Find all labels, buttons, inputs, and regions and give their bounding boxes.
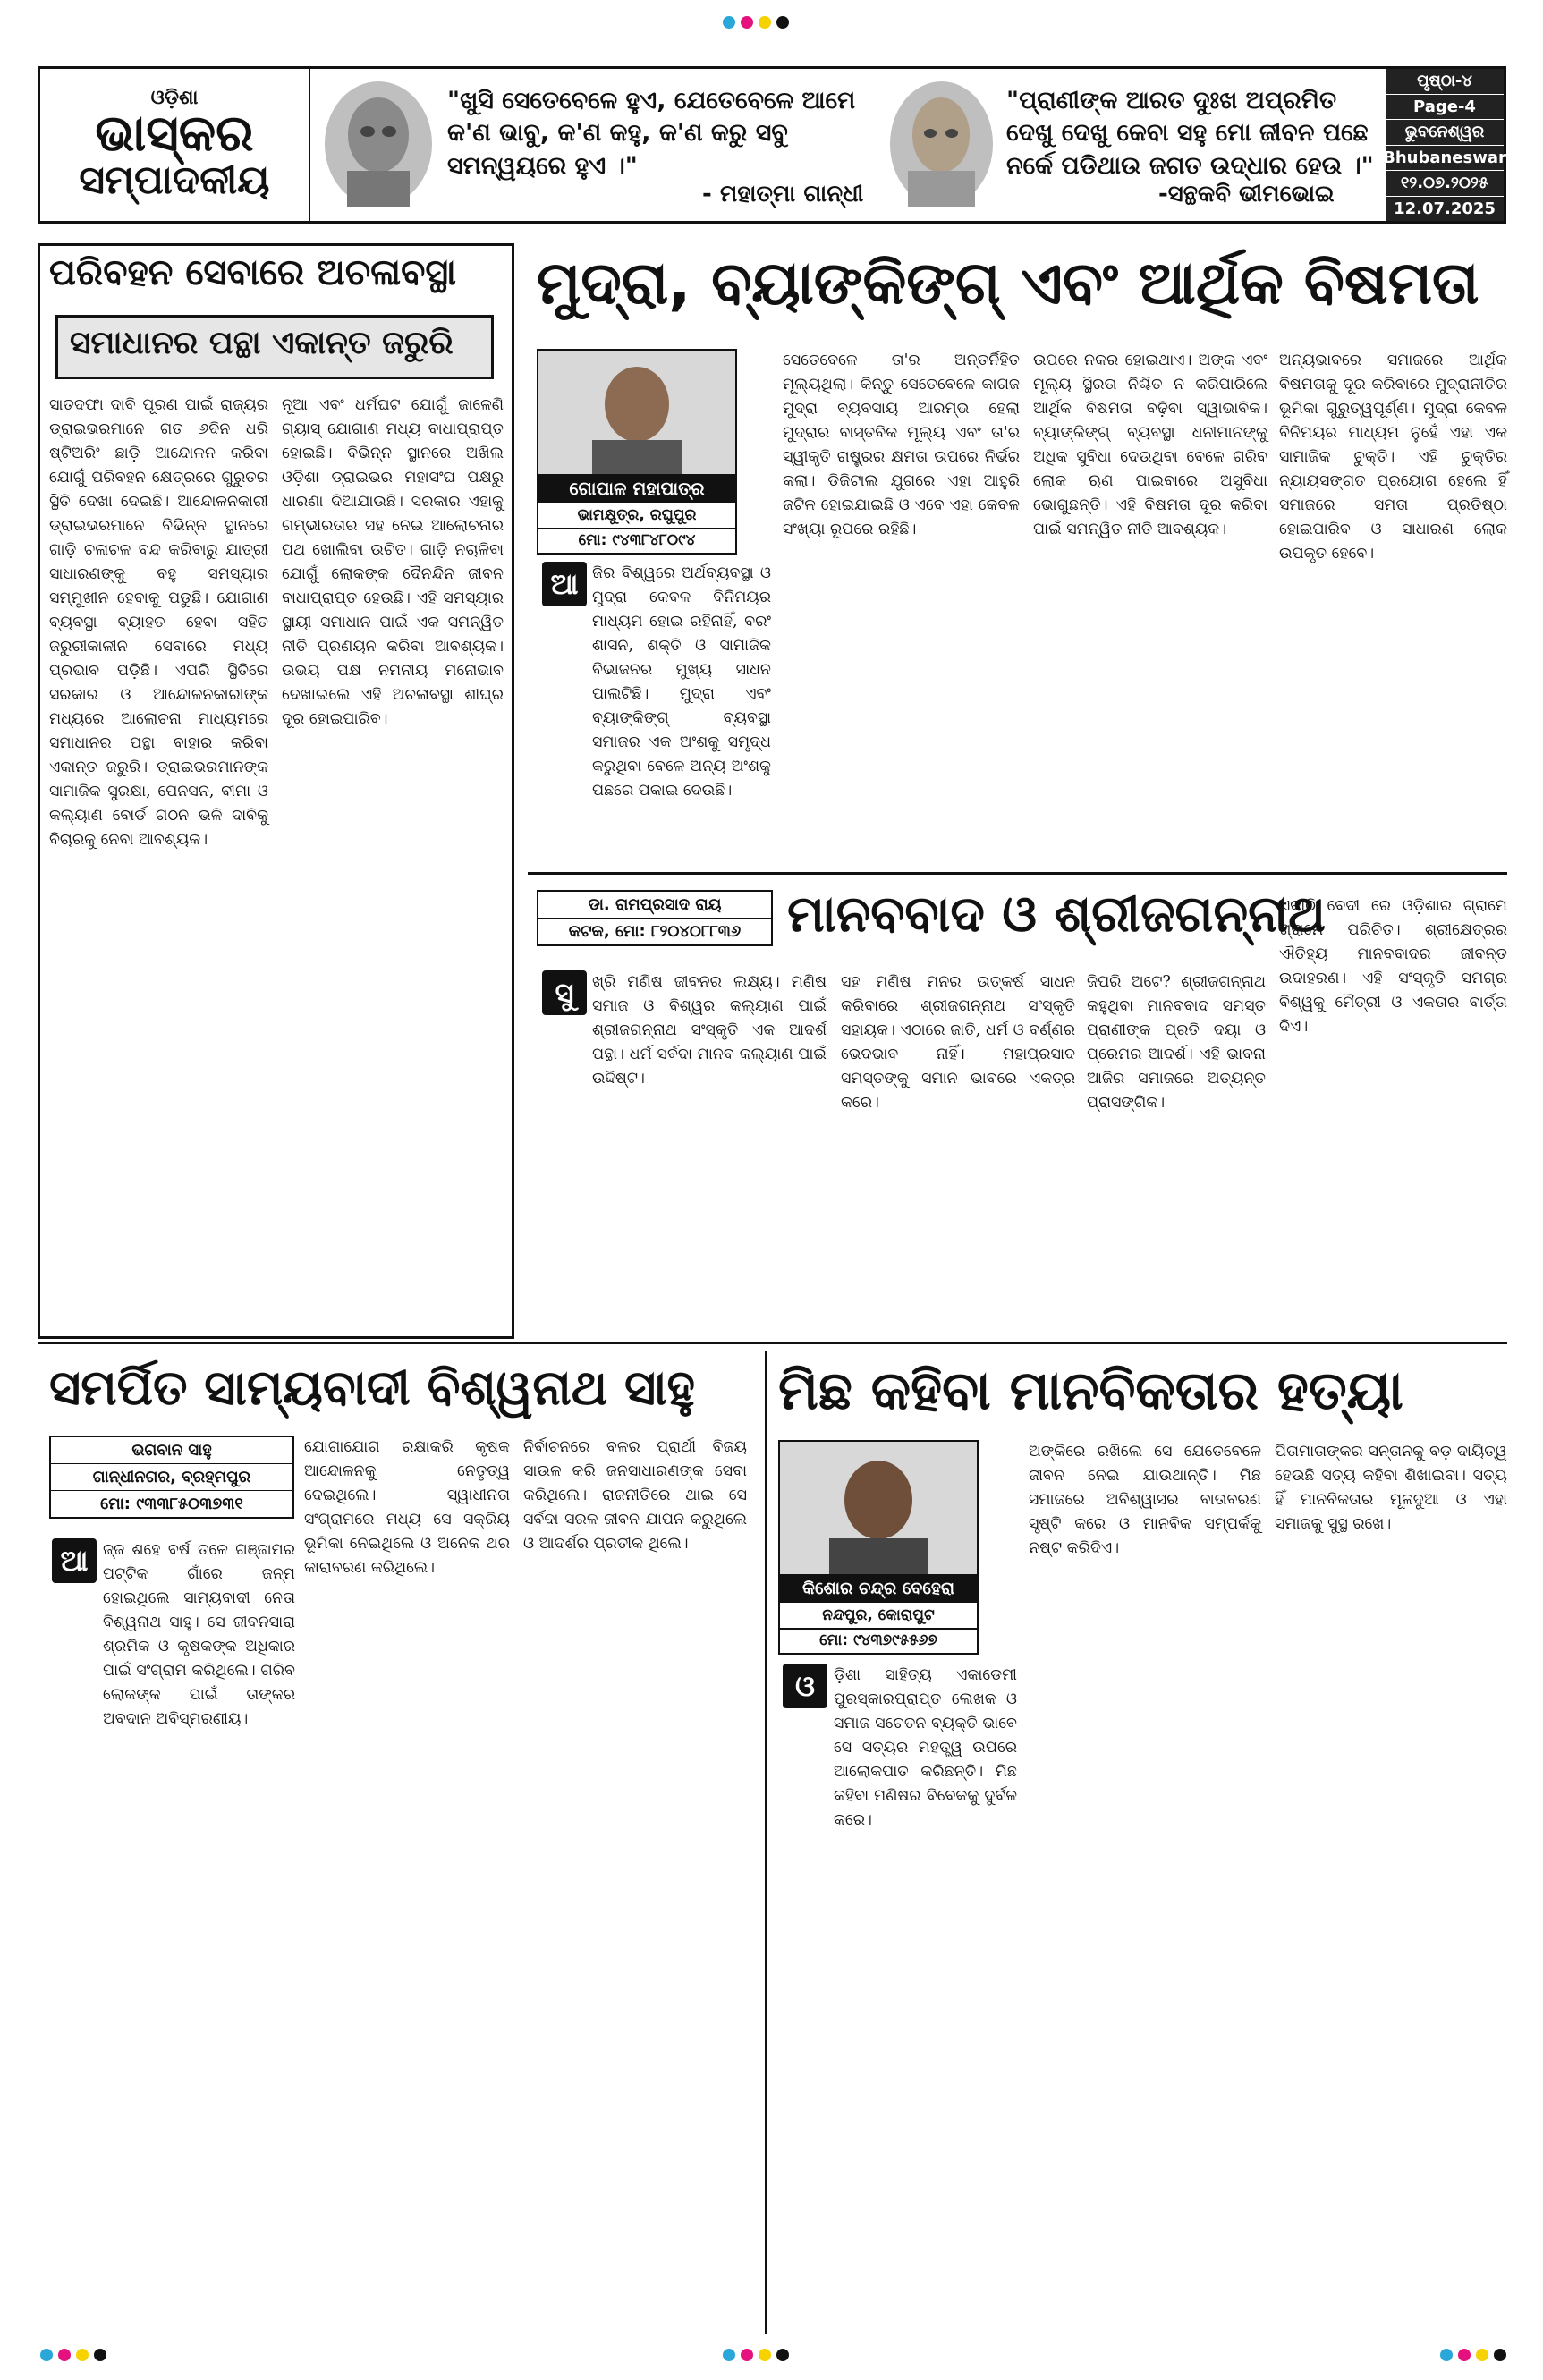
article2-text-col1: ଖ୍ରି ମଣିଷ ଜୀବନର ଲକ୍ଷ୍ୟ। ମଣିଷ ସମାଜ ଓ ବିଶ୍ୱର କଲ୍ୟାଣ ପାଇଁ ଶ୍ରୀଜଗନ୍ନାଥ ସଂସ୍କୃତି ଏକ ଆଦର୍ଶ ପନ୍ଥା। ଧର୍ମ ସର୍ବଦା ମାନବ କଲ୍ୟାଣ ପାଇଁ ଉଦ୍ଦିଷ୍ଟ। (592, 973, 827, 1088)
gandhi-portrait (325, 81, 432, 207)
article3-title: ସମର୍ପିତ ସାମ୍ୟବାଦୀ ବିଶ୍ୱନାଥ ସାହୁ (49, 1359, 696, 1416)
article3-dropcap: ଆ (52, 1538, 97, 1583)
article1-author-photo (537, 349, 737, 478)
article1-dropcap: ଆ (542, 562, 587, 606)
masthead (38, 66, 1506, 224)
article2-author-phone: କଟକ, ମୋ: ୮୨୦୪୦୮୮୩୬ (568, 922, 742, 941)
article3-text-col2: ଯୋଗାଯୋଗ ରକ୍ଷାକରି କୃଷକ ଆନ୍ଦୋଳନକୁ ନେତୃତ୍ୱ ଦେଇଥିଲେ। ସ୍ୱାଧୀନତା ସଂଗ୍ରାମରେ ମଧ୍ୟ ସେ ସକ୍ରିୟ ଭୂମିକା ନେଇଥିଲେ ଓ ଅନେକ ଥର କାରାବରଣ କରିଥିଲେ। (304, 1438, 510, 1577)
article2-text-col4: ଏକାଠି ବେଦୀ ରେ ଓଡ଼ିଶାର ଗ୍ରାମେ ଗ୍ରାମେ ପରିଚିତ। ଶ୍ରୀକ୍ଷେତ୍ରର ଐତିହ୍ୟ ମାନବବାଦର ଜୀବନ୍ତ ଉଦାହରଣ। ଏହି ସଂସ୍କୃତି ସମଗ୍ର ବିଶ୍ୱକୁ ମୈତ୍ରୀ ଓ ଏକତାର ବାର୍ତ୍ତା ଦିଏ। (1279, 897, 1507, 1036)
article3-author-phone: ମୋ: ୯୩୩୮୫୦୩୭୩୧ (100, 1495, 243, 1513)
article3-text-col3: ନିର୍ବାଚନରେ ବଳର ପ୍ରାର୍ଥୀ ବିଜୟ ସାଉଳ କରି ଜନସାଧାରଣଙ୍କ ସେବା କରିଥିଲେ। ରାଜନୀତିରେ ଥାଇ ସେ ସର୍ବଦା ସରଳ ଜୀବନ ଯାପନ କରୁଥିଲେ ଓ ଆଦର୍ଶର ପ୍ରତୀକ ଥିଲେ। (523, 1438, 747, 1553)
article4-author-phone: ମୋ: ୯୪୩୭୯୫୫୬୭ (778, 1628, 979, 1655)
article1-text-col4: ଅନ୍ୟଭାବରେ ସମାଜରେ ଆର୍ଥିକ ବିଷମତାକୁ ଦୂର କରିବାରେ ମୁଦ୍ରାନୀତିର ଭୂମିକା ଗୁରୁତ୍ୱପୂର୍ଣ୍ଣ। ମୁଦ୍ରା କେବଳ ବିନିମୟର ମାଧ୍ୟମ ନୁହେଁ ଏହା ଏକ ସାମାଜିକ ଚୁକ୍ତି। ଏହି ଚୁକ୍ତିର ନ୍ୟାୟସଙ୍ଗତ ପ୍ରୟୋଗ ହେଲେ ହିଁ ସମାଜରେ ସମତା ପ୍ରତିଷ୍ଠା ହୋଇପାରିବ ଓ ସାଧାରଣ ଲୋକ ଉପକୃତ ହେବେ। (1279, 351, 1507, 563)
editorial-title: ପରିବହନ ସେବାରେ ଅଚଳାବସ୍ଥା (49, 252, 456, 293)
article3-author-place: ଗାନ୍ଧୀନଗର, ବ୍ରହ୍ମପୁର (51, 1464, 292, 1491)
article2-dropcap: ସୁ (542, 970, 587, 1015)
article2-text-col2: ସହ ମଣିଷ ମନର ଉତ୍କର୍ଷ ସାଧନ କରିବାରେ ଶ୍ରୀଜଗନ୍ନାଥ ସଂସ୍କୃତି ସହାୟକ। ଏଠାରେ ଜାତି, ଧର୍ମ ଓ ବର୍ଣ୍ଣର ଭେଦଭାବ ନାହିଁ। ମହାପ୍ରସାଦ ସମସ୍ତଙ୍କୁ ସମାନ ଭାବରେ ଏକତ୍ର କରେ। (841, 973, 1075, 1112)
article4-author-photo (778, 1440, 979, 1578)
editorial-subtitle: ସମାଧାନର ପନ୍ଥା ଏକାନ୍ତ ଜରୁରି (70, 325, 454, 361)
article3-author: ଭଗବାନ ସାହୁ (51, 1437, 292, 1464)
article4-author-name: କିଶୋର ଚନ୍ଦ୍ର ବେହେରା (778, 1574, 979, 1603)
article2-title: ମାନବବାଦ ଓ ଶ୍ରୀଜଗନ୍ନାଥ (787, 885, 1327, 944)
brand-top: ଓଡ଼ିଶା (150, 87, 199, 110)
article1-author-phone: ମୋ: ୯୪୩୮୪୮୦୯୪ (537, 528, 737, 555)
article3-text-col1: ଜ୍ଜ ଶହେ ବର୍ଷ ତଳେ ଗଞ୍ଜାମର ପଟ୍ଟିକ ଗାଁରେ ଜନ୍ମ ହୋଇଥିଲେ ସାମ୍ୟବାଦୀ ନେତା ବିଶ୍ୱନାଥ ସାହୁ। ସେ ଜୀବନସାରା ଶ୍ରମିକ ଓ କୃଷକଙ୍କ ଅଧିକାର ପାଇଁ ସଂଗ୍ରାମ କରିଥିଲେ। ଗରିବ ଲୋକଙ୍କ ପାଇଁ ତାଙ୍କର ଅବଦାନ ଅବିସ୍ମରଣୀୟ। (103, 1541, 295, 1728)
article4-title: ମିଛ କହିବା ମାନବିକତାର ହତ୍ୟା (778, 1359, 1403, 1422)
page-number-en: Page-4 (1386, 95, 1504, 121)
brand-section: ସମ୍ପାଦକୀୟ (79, 157, 270, 204)
divider-main (38, 1342, 1507, 1344)
article4-text-col2: ଅଙ୍କିରେ ରଖିଲେ ସେ ଯେତେବେଳେ ଜୀବନ ନେଇ ଯାଉଥାନ୍ତି। ମିଛ ସମାଜରେ ଅବିଶ୍ୱାସର ବାତାବରଣ ସୃଷ୍ଟି କରେ ଓ ମାନବିକ ସମ୍ପର୍କକୁ ନଷ୍ଟ କରିଦିଏ। (1029, 1443, 1261, 1557)
page-info-panel (1383, 69, 1506, 221)
article1-author-place: ଭାମକ୍ଷୁତ୍ର, ରଘୁପୁର (537, 503, 737, 529)
article1-title: ମୁଦ୍ରା, ବ୍ୟାଙ୍କିଙ୍ଗ୍ ଏବଂ ଆର୍ଥିକ ବିଷମତା (537, 249, 1479, 318)
article4-author-place: ନନ୍ଦପୁର, କୋରାପୁଟ (778, 1603, 979, 1630)
article2-author: ଡା. ରାମପ୍ରସାଦ ରାୟ (538, 892, 771, 919)
date-odia: ୧୨.୦୭.୨୦୨୫ (1386, 171, 1504, 197)
registration-marks-bottom-center (723, 2349, 789, 2361)
editorial-text-col1: ସାତଦଫା ଦାବି ପୂରଣ ପାଇଁ ରାଜ୍ୟର ଡ୍ରାଇଭରମାନେ ଗତ ୬ଦିନ ଧରି ଷ୍ଟିଅରିଂ ଛାଡ଼ି ଆନ୍ଦୋଳନ କରିବା ଯୋଗୁଁ ପରିବହନ କ୍ଷେତ୍ରରେ ଗୁରୁତର ସ୍ଥିତି ଦେଖା ଦେଇଛି। ଆନ୍ଦୋଳନକାରୀ ଡ୍ରାଇଭରମାନେ ବିଭିନ୍ନ ସ୍ଥାନରେ ଗାଡ଼ି ଚଳାଚଳ ବନ୍ଦ କରିବାରୁ ଯାତ୍ରୀ ସାଧାରଣଙ୍କୁ ବହୁ ସମସ୍ୟାର ସମ୍ମୁଖୀନ ହେବାକୁ ପଡୁଛି। ଯୋଗାଣ ବ୍ୟବସ୍ଥା ବ୍ୟାହତ ହେବା ସହିତ ଜରୁରୀକାଳୀନ ସେବାରେ ମଧ୍ୟ ପ୍ରଭାବ ପଡ଼ିଛି। ଏପରି ସ୍ଥିତିରେ ସରକାର ଓ ଆନ୍ଦୋଳନକାରୀଙ୍କ ମଧ୍ୟରେ ଆଲୋଚନା ମାଧ୍ୟମରେ ସମାଧାନର ପନ୍ଥା ବାହାର କରିବା ଏକାନ୍ତ ଜରୁରି। ଡ୍ରାଇଭରମାନଙ୍କ ସାମାଜିକ ସୁରକ୍ଷା, ପେନସନ, ବୀମା ଓ କଲ୍ୟାଣ ବୋର୍ଡ ଗଠନ ଭଳି ଦାବିକୁ ବିଚାରକୁ ନେବା ଆବଶ୍ୟକ। (49, 396, 268, 849)
registration-marks-bottom-left (40, 2349, 106, 2361)
article1-text-col3: ଉପରେ ନକର ହୋଇଥାଏ। ଅଙ୍କ ଏବଂ ମୂଲ୍ୟ ସ୍ଥିରତା ନିଶ୍ଚିତ ନ କରିପାରିଲେ ଆର୍ଥିକ ବିଷମତା ବଢ଼ିବା ସ୍ୱାଭାବିକ। ବ୍ୟାଙ୍କିଙ୍ଗ୍ ବ୍ୟବସ୍ଥା ଧନୀମାନଙ୍କୁ ଅଧିକ ସୁବିଧା ଦେଉଥିବା ବେଳେ ଗରିବ ଲୋକ ଋଣ ପାଇବାରେ ଅସୁବିଧା ଭୋଗୁଛନ୍ତି। ଏହି ବିଷମତା ଦୂର କରିବା ପାଇଁ ସମନ୍ୱିତ ନୀତି ଆବଶ୍ୟକ। (1033, 351, 1267, 538)
quote-left-author: - ମହାତ୍ମା ଗାନ୍ଧୀ (702, 181, 864, 208)
city-en: Bhubaneswar (1386, 146, 1504, 172)
brand-name: ଭାସ୍କର (95, 105, 254, 164)
page-number-odia: ପୃଷ୍ଠା-୪ (1386, 69, 1504, 95)
article1-text-col1: ଜିର ବିଶ୍ୱରେ ଅର୍ଥବ୍ୟବସ୍ଥା ଓ ମୁଦ୍ରା କେବଳ ବିନିମୟର ମାଧ୍ୟମ ହୋଇ ରହିନାହିଁ, ବରଂ ଶାସନ, ଶକ୍ତି ଓ ସାମାଜିକ ବିଭାଜନର ମୁଖ୍ୟ ସାଧନ ପାଲଟିଛି। ମୁଦ୍ରା ଏବଂ ବ୍ୟାଙ୍କିଙ୍ଗ୍ ବ୍ୟବସ୍ଥା ସମାଜର ଏକ ଅଂଶକୁ ସମୃଦ୍ଧ କରୁଥିବା ବେଳେ ଅନ୍ୟ ଅଂଶକୁ ପଛରେ ପକାଇ ଦେଉଛି। (592, 564, 771, 800)
article1-text-col1b (537, 637, 771, 860)
quote-left: "ଖୁସି ସେତେବେଳେ ହୁଏ, ଯେତେବେଳେ ଆମେ କ'ଣ ଭାବୁ, କ'ଣ କହୁ, କ'ଣ କରୁ ସବୁ ସମନ୍ୱୟରେ ହୁଏ ।" (447, 87, 856, 180)
divider-article1 (528, 872, 1507, 875)
article4-text-col1: ଡ଼ିଶା ସାହିତ୍ୟ ଏକାଡେମୀ ପୁରସ୍କାରପ୍ରାପ୍ତ ଲେଖକ ଓ ସମାଜ ସଚେତନ ବ୍ୟକ୍ତି ଭାବେ ସେ ସତ୍ୟର ମହତ୍ତ୍ୱ ଉପରେ ଆଲୋକପାତ କରିଛନ୍ତି। ମିଛ କହିବା ମଣିଷର ବିବେକକୁ ଦୁର୍ବଳ କରେ। (834, 1666, 1017, 1829)
newspaper-logo (40, 69, 310, 221)
registration-marks-bottom-right (1440, 2349, 1506, 2361)
article2-byline (537, 890, 773, 946)
quote-right-author: -ସନ୍ଥକବି ଭୀମଭୋଇ (1158, 181, 1335, 208)
article4-text-col3: ପିତାମାତାଙ୍କର ସନ୍ତାନକୁ ବଡ଼ ଦାୟିତ୍ୱ ହେଉଛି ସତ୍ୟ କହିବା ଶିଖାଇବା। ସତ୍ୟ ହିଁ ମାନବିକତାର ମୂଳଦୁଆ ଓ ଏହା ସମାଜକୁ ସୁସ୍ଥ ରଖେ। (1275, 1443, 1507, 1533)
article3-byline (49, 1436, 294, 1519)
date-en: 12.07.2025 (1394, 199, 1496, 218)
editorial-text-col2: ନୂଆ ଏବଂ ଧର୍ମଘଟ ଯୋଗୁଁ ଜାଳେଣି ଗ୍ୟାସ୍ ଯୋଗାଣ ମଧ୍ୟ ବାଧାପ୍ରାପ୍ତ ହୋଇଛି। ବିଭିନ୍ନ ସ୍ଥାନରେ ଅଖିଲ ଓଡ଼ିଶା ଡ୍ରାଇଭର ମହାସଂଘ ପକ୍ଷରୁ ଧାରଣା ଦିଆଯାଉଛି। ସରକାର ଏହାକୁ ଗମ୍ଭୀରତାର ସହ ନେଇ ଆଲୋଚନାର ପଥ ଖୋଲିବା ଉଚିତ। ଗାଡ଼ି ନଚାଳିବା ଯୋଗୁଁ ଲୋକଙ୍କ ଦୈନନ୍ଦିନ ଜୀବନ ବାଧାପ୍ରାପ୍ତ ହେଉଛି। ଏହି ସମସ୍ୟାର ସ୍ଥାୟୀ ସମାଧାନ ପାଇଁ ଏକ ସମନ୍ୱିତ ନୀତି ପ୍ରଣୟନ କରିବା ଆବଶ୍ୟକ। ଉଭୟ ପକ୍ଷ ନମନୀୟ ମନୋଭାବ ଦେଖାଇଲେ ଏହି ଅଚଳାବସ୍ଥା ଶୀଘ୍ର ଦୂର ହୋଇପାରିବ। (282, 396, 504, 728)
bhima-bhoi-portrait (890, 81, 993, 207)
city-odia: ଭୁବନେଶ୍ୱର (1386, 120, 1504, 146)
article2-text-col3: ଜିପରି ଅଟେ? ଶ୍ରୀଜଗନ୍ନାଥ କହୁଥିବା ମାନବବାଦ ସମସ୍ତ ପ୍ରାଣୀଙ୍କ ପ୍ରତି ଦୟା ଓ ପ୍ରେମର ଆଦର୍ଶ। ଏହି ଭାବନା ଆଜିର ସମାଜରେ ଅତ୍ୟନ୍ତ ପ୍ରାସଙ୍ଗିକ। (1087, 973, 1266, 1112)
article4-dropcap: ଓ (783, 1664, 827, 1708)
divider-bottom-vertical (765, 1351, 767, 2334)
quote-right: "ପ୍ରାଣୀଙ୍କ ଆରତ ଦୁଃଖ ଅପ୍ରମିତ ଦେଖୁ ଦେଖୁ କେବା ସହୁ ମୋ ଜୀବନ ପଛେ ନର୍କେ ପଡିଥାଉ ଜଗତ ଉଦ୍ଧାର ହେଉ ।" (1006, 87, 1374, 180)
registration-marks-top (723, 16, 789, 29)
article1-author-name: ଗୋପାଳ ମହାପାତ୍ର (537, 474, 737, 503)
article1-text-col2: ସେତେବେଳେ ତା'ର ଅନ୍ତର୍ନିହିତ ମୂଲ୍ୟଥିଲା। କିନ୍ତୁ ସେତେବେଳେ କାଗଜ ମୁଦ୍ରା ବ୍ୟବସାୟ ଆରମ୍ଭ ହେଲା ମୁଦ୍ରାର ବାସ୍ତବିକ ମୂଲ୍ୟ ଏବଂ ତା'ର ସ୍ୱୀକୃତି ରାଷ୍ଟ୍ରର କ୍ଷମତା ଉପରେ ନିର୍ଭର କଲା। ଡିଜିଟାଲ ଯୁଗରେ ଏହା ଆହୁରି ଜଟିଳ ହୋଇଯାଇଛି ଓ ଏବେ ଏହା କେବଳ ସଂଖ୍ୟା ରୂପରେ ରହିଛି। (783, 351, 1020, 538)
